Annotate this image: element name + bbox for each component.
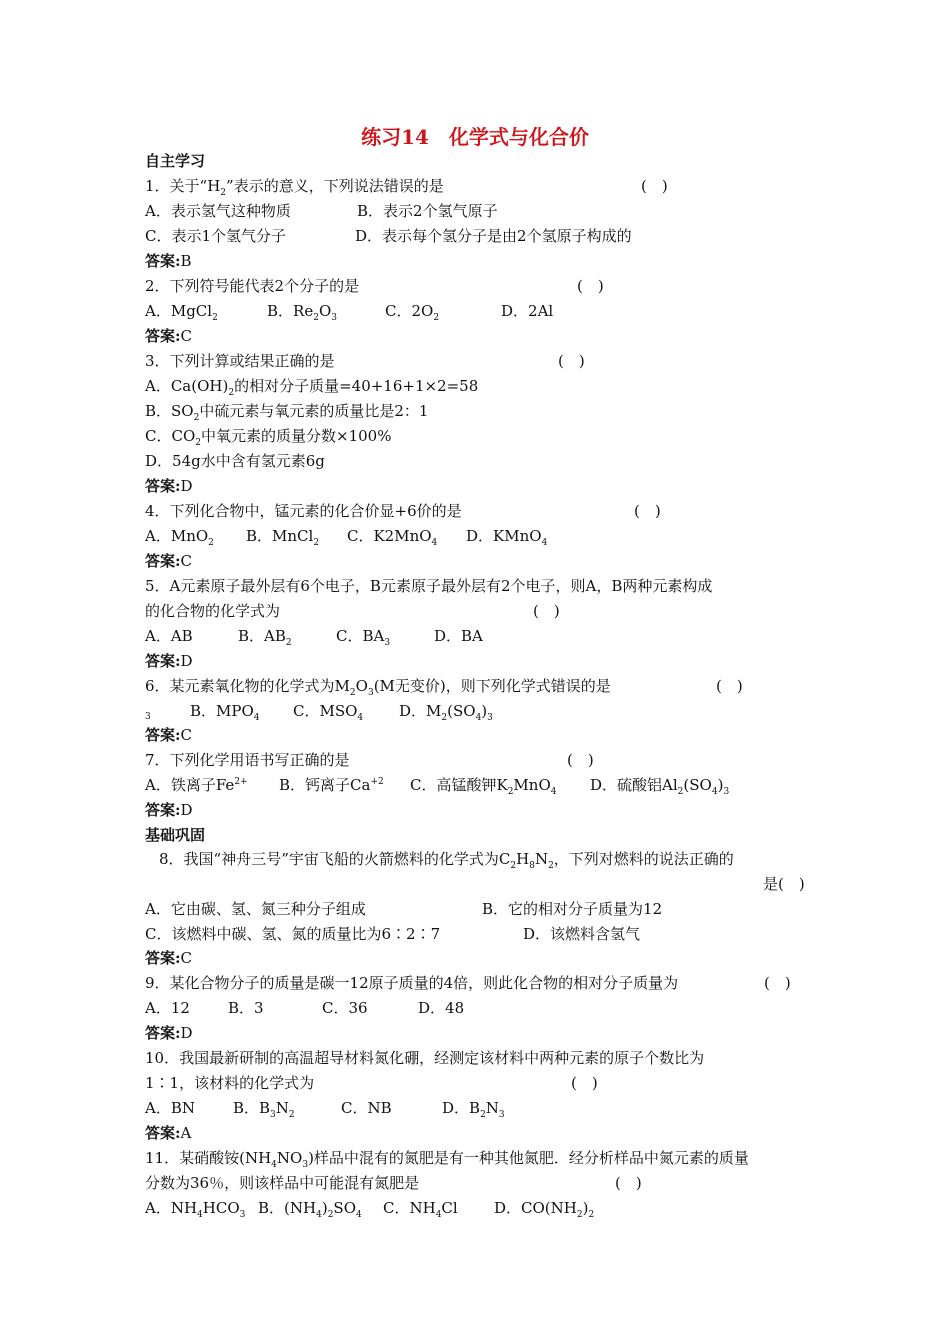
question-1-option-d: D．表示每个氢分子是由2个氢原子构成的 <box>355 227 632 245</box>
section-heading-basic-consolidation: 基础巩固 <box>145 826 206 844</box>
answer-bracket: ( ) <box>764 974 791 992</box>
question-3-answer: 答案:D <box>145 477 193 495</box>
question-1-stem: 1．关于“$H_2$”表示的意义，下列说法错误的是 <box>145 177 444 198</box>
question-3-option-c: C．$CO_2$中氧元素的质量分数×100% <box>145 427 392 448</box>
answer-bracket: ( ) <box>571 1074 598 1092</box>
question-5-stem-line-2: 的化合物的化学式为 <box>145 602 281 620</box>
question-3-option-b: B．$SO_2$中硫元素与氧元素的质量比是2：1 <box>145 402 429 423</box>
question-6-option-d: D．$M_2(SO_4)_3$ <box>399 702 493 723</box>
question-8-stem-tail: 是( ) <box>763 875 805 893</box>
question-4-option-a: A．MnO$_2$ <box>145 527 214 548</box>
question-7-option-b: B．钙离子$Ca^{+2}$ <box>279 776 384 794</box>
question-8-stem: 8．我国“神舟三号”宇宙飞船的火箭燃料的化学式为$C_2H_8N_2$，下列对燃料的说法正确的 <box>159 850 734 871</box>
question-5-option-d: D．BA <box>434 627 483 645</box>
question-8-option-b: B．它的相对分子质量为12 <box>482 900 663 918</box>
question-1-option-c: C．表示1个氢气分子 <box>145 227 287 245</box>
question-11-option-c: C．$NH_4Cl$ <box>383 1199 458 1220</box>
question-5-option-c: C．$BA_3$ <box>336 627 391 648</box>
question-11-option-b: B．$(NH_4)_2SO_4$ <box>258 1199 362 1220</box>
question-11-stem-line-2: 分数为36％，则该样品中可能混有氮肥是 <box>145 1174 420 1192</box>
question-2-option-b: B．$Re_2O_3$ <box>267 302 337 323</box>
question-8-option-a: A．它由碳、氢、氮三种分子组成 <box>145 900 366 918</box>
question-4-answer: 答案:C <box>145 552 193 570</box>
question-5-option-a: A．AB <box>145 627 193 645</box>
question-5-option-b: B．$AB_2$ <box>238 627 292 648</box>
answer-bracket: ( ) <box>558 352 585 370</box>
question-10-option-d: D．$B_2N_3$ <box>442 1099 505 1120</box>
question-6-stem: 6．某元素氧化物的化学式为$M_2O_3(M$无变价)，则下列化学式错误的是 <box>145 677 611 698</box>
question-5-stem-line-1: 5．A元素原子最外层有6个电子，B元素原子最外层有2个电子，则A，B两种元素构成 <box>145 577 713 595</box>
answer-bracket: ( ) <box>615 1174 642 1192</box>
answer-bracket: ( ) <box>567 751 594 769</box>
question-10-option-c: C．NB <box>341 1099 392 1117</box>
question-9-stem: 9．某化合物分子的质量是碳一12原子质量的4倍，则此化合物的相对分子质量为 <box>145 974 679 992</box>
question-3-option-a: A．$Ca(OH)_2$的相对分子质量=40+16+1×2=58 <box>145 377 479 398</box>
question-6-option-b: B．$MPO_4$ <box>190 702 260 723</box>
answer-bracket: ( ) <box>577 277 604 295</box>
question-10-stem-line-1: 10．我国最新研制的高温超导材料氮化硼，经测定该材料中两种元素的原子个数比为 <box>145 1049 705 1067</box>
page-title: 练习14 化学式与化合价 <box>361 125 589 149</box>
question-7-answer: 答案:D <box>145 801 193 819</box>
question-1-option-b: B．表示2个氢气原子 <box>357 202 498 220</box>
question-3-stem: 3．下列计算或结果正确的是 <box>145 352 335 370</box>
question-2-option-d: D．2Al <box>501 302 554 320</box>
question-1-answer: 答案:B <box>145 252 192 270</box>
section-heading-self-study: 自主学习 <box>145 152 206 170</box>
question-2-option-c: C．$2O_2$ <box>385 302 440 323</box>
question-7-option-c: C．高锰酸钾$K_2MnO_4$ <box>410 776 557 797</box>
answer-bracket: ( ) <box>641 177 668 195</box>
question-3-option-d: D．54g水中含有氢元素6g <box>145 452 325 470</box>
question-7-stem: 7．下列化学用语书写正确的是 <box>145 751 350 769</box>
question-2-stem: 2．下列符号能代表2个分子的是 <box>145 277 360 295</box>
answer-bracket: ( ) <box>716 677 743 695</box>
question-1-option-a: A．表示氢气这种物质 <box>145 202 291 220</box>
question-10-stem-line-2: 1∶1，该材料的化学式为 <box>145 1074 315 1092</box>
question-8-option-d: D．该燃料含氢气 <box>523 925 641 943</box>
question-9-option-a: A．12 <box>145 999 190 1017</box>
question-10-option-a: A．BN <box>145 1099 195 1117</box>
question-6-answer: 答案:C <box>145 726 193 744</box>
question-10-option-b: B．$B_3N_2$ <box>233 1099 295 1120</box>
question-9-option-d: D．48 <box>418 999 465 1017</box>
question-4-option-c: C．K2MnO$_4$ <box>347 527 438 548</box>
question-4-option-d: D．KMnO$_4$ <box>466 527 548 548</box>
question-11-option-d: D．$CO(NH_2)_2$ <box>494 1199 595 1220</box>
answer-bracket: ( ) <box>533 602 560 620</box>
question-2-answer: 答案:C <box>145 327 193 345</box>
question-7-option-a: A．铁离子$Fe^{2+}$ <box>145 776 248 794</box>
question-11-stem-line-1: 11．某硝酸铵$(NH_4NO_3)$样品中混有的氮肥是有一种其他氮肥．经分析样品中氮元素的质量 <box>145 1149 749 1170</box>
question-2-option-a: A．MgCl$_2$ <box>145 302 218 323</box>
question-9-option-c: C．36 <box>322 999 368 1017</box>
question-7-option-d: D．硫酸铝$Al_2(SO_4)_3$ <box>590 776 730 797</box>
question-11-option-a: A．$NH_4HCO_3$ <box>145 1199 246 1220</box>
question-8-option-c: C．该燃料中碳、氢、氮的质量比为6∶2∶7 <box>145 925 441 943</box>
question-9-option-b: B．3 <box>228 999 264 1017</box>
question-10-answer: 答案:A <box>145 1124 192 1142</box>
question-4-option-b: B．MnCl$_2$ <box>246 527 320 548</box>
question-8-answer: 答案:C <box>145 949 193 967</box>
question-5-answer: 答案:D <box>145 652 193 670</box>
answer-bracket: ( ) <box>634 502 661 520</box>
question-4-stem: 4．下列化合物中，锰元素的化合价显+6价的是 <box>145 502 462 520</box>
question-6-stray-subscript: 3 <box>145 712 151 722</box>
question-9-answer: 答案:D <box>145 1024 193 1042</box>
question-6-option-c: C．$MSO_4$ <box>293 702 364 723</box>
